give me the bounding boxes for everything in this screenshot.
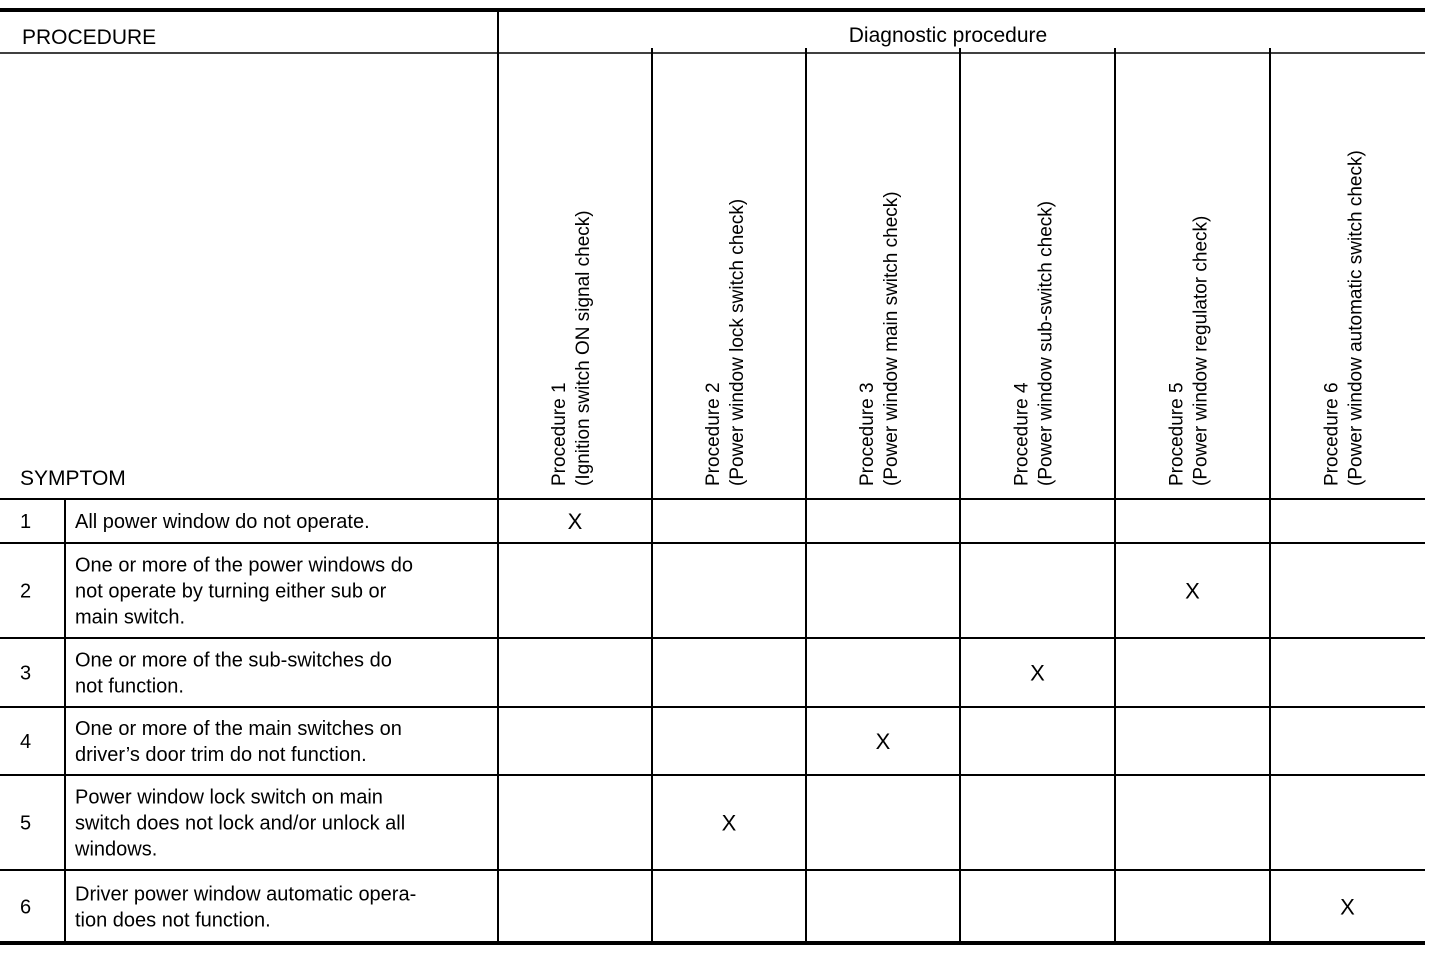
procedure-desc: (Power window main switch check) [881, 191, 902, 486]
row-number: 4 [20, 731, 32, 753]
group-header: Diagnostic procedure [848, 24, 1048, 47]
row-number: 1 [20, 511, 32, 533]
procedure-name: Procedure 2 [703, 382, 724, 486]
table-row [20, 650, 1045, 698]
procedure-name: Procedure 5 [1166, 382, 1188, 486]
symptom-line: main switch. [75, 606, 186, 629]
table-row [20, 718, 891, 766]
procedure-headers [549, 150, 1367, 486]
symptom-text [75, 650, 392, 698]
symptom-text [74, 787, 405, 861]
symptom-rows [20, 509, 1355, 932]
procedure-mark: X [1340, 894, 1355, 920]
symptom-line: One or more of the sub-switches do [75, 649, 392, 672]
table-row [20, 555, 1200, 629]
row-number: 6 [20, 896, 32, 919]
row-number: 3 [20, 662, 32, 685]
procedure-desc: (Ignition switch ON signal check) [573, 210, 594, 486]
table-row [20, 787, 737, 861]
procedure-name: Procedure 6 [1321, 382, 1343, 486]
table-row [20, 884, 1355, 932]
symptom-line: windows. [75, 838, 158, 861]
procedure-header-4 [1012, 201, 1057, 486]
symptom-line: tion does not function. [75, 909, 271, 932]
procedure-desc: (Power window automatic switch check) [1345, 150, 1367, 486]
procedure-header-3 [857, 191, 902, 486]
symptom-line: One or more of the main switches on [75, 718, 402, 740]
procedure-header-5 [1167, 216, 1212, 486]
procedure-desc: (Power window sub-switch check) [1035, 200, 1057, 486]
corner-bottom-label: SYMPTOM [20, 467, 126, 490]
procedure-mark: X [1185, 578, 1200, 604]
symptom-line: Power window lock switch on main [75, 786, 383, 809]
procedure-desc: (Power window regulator check) [1190, 215, 1212, 486]
row-number: 2 [20, 580, 32, 603]
symptom-line: Driver power window automatic opera- [75, 883, 417, 906]
symptom-text [75, 884, 416, 932]
procedure-mark: X [721, 810, 737, 836]
symptom-text [75, 511, 370, 533]
symptom-line: One or more of the power windows do [75, 554, 413, 577]
procedure-name: Procedure 1 [549, 382, 570, 486]
procedure-desc: (Power window lock switch check) [727, 198, 748, 486]
procedure-name: Procedure 3 [857, 382, 878, 486]
procedure-header-1 [549, 210, 594, 486]
symptom-line: not function. [75, 675, 184, 698]
procedure-mark: X [1030, 660, 1045, 686]
procedure-mark: X [875, 729, 891, 754]
symptom-line: switch does not lock and/or unlock all [75, 812, 406, 835]
row-number: 5 [20, 812, 32, 835]
procedure-header-2 [703, 199, 748, 486]
symptom-line: not operate by turning either sub or [75, 580, 387, 603]
procedure-mark: X [567, 509, 583, 534]
symptom-line: driver’s door trim do not function. [75, 744, 367, 766]
symptom-text [75, 555, 413, 629]
symptom-line: All power window do not operate. [75, 511, 370, 533]
corner-top-label: PROCEDURE [22, 26, 157, 49]
symptom-text [75, 718, 402, 766]
procedure-header-6 [1322, 150, 1367, 486]
procedure-name: Procedure 4 [1011, 382, 1033, 486]
